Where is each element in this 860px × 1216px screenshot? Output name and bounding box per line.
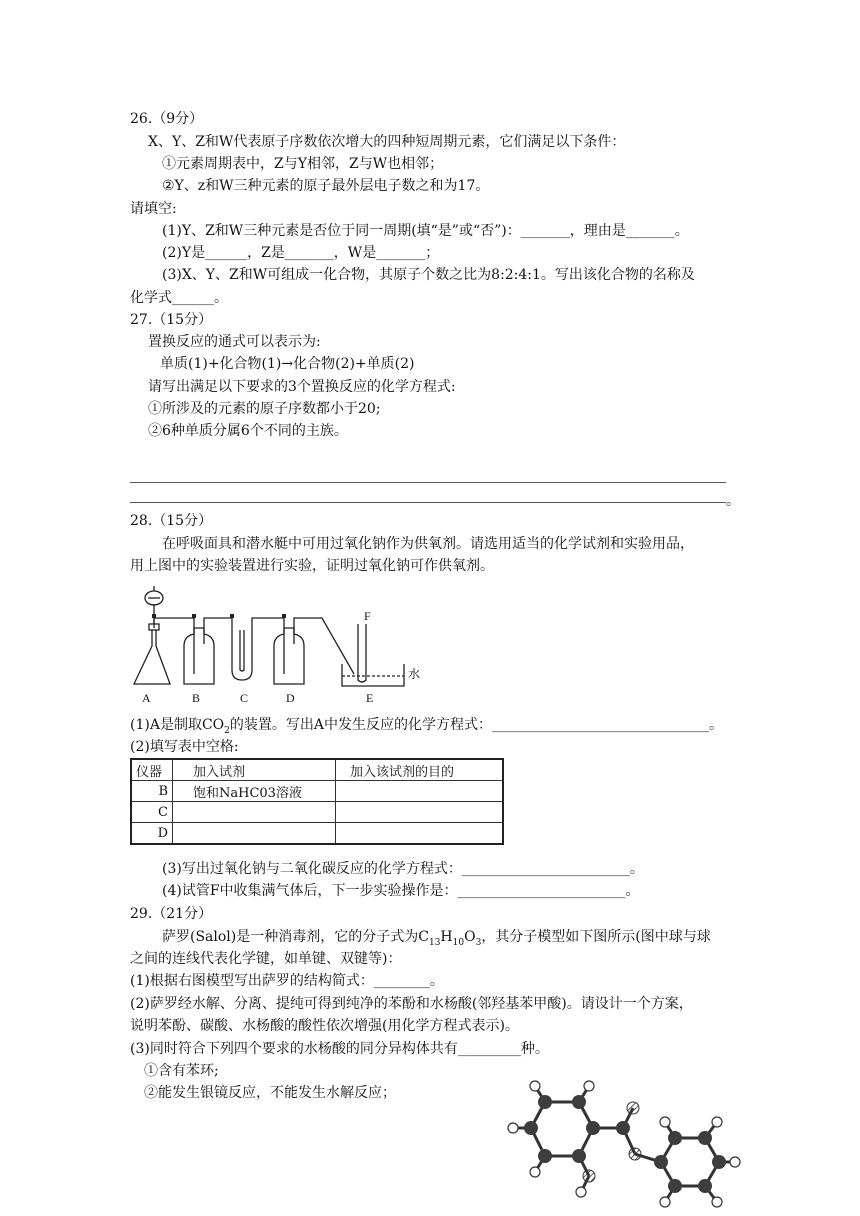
table-cell: 饱和NaHC03溶液: [173, 781, 336, 802]
reagent-table: [130, 758, 504, 845]
q27-end-mark: 。: [726, 493, 740, 509]
q28-part-4: (4)试管F中收集满气体后，下一步实验操作是：________________________。: [162, 883, 640, 899]
q28-line-2: 用上图中的实验装置进行实验，证明过氧化钠可作供氧剂。: [130, 558, 494, 574]
table-header-row: [131, 759, 503, 781]
q26-heading: 26.（9分）: [130, 111, 204, 127]
q29-line-1: 萨罗(Salol)是一种消毒剂，它的分子式为$C_{13}H_{10}O_3$，其分子模型如下图所示(图中球与球: [162, 929, 711, 948]
table-header: 仪器: [131, 759, 173, 781]
table-cell: [173, 823, 336, 845]
label-c: C: [240, 691, 249, 705]
q27-line-1: 置换反应的通式可以表示为:: [148, 334, 321, 350]
q27-line-5: ②6种单质分属6个不同的主族。: [148, 423, 348, 439]
q29-part-2b: 说明苯酚、碳酸、水杨酸的酸性依次增强(用化学方程式表示)。: [130, 1018, 519, 1034]
q26-condition-1: ①元素周期表中，Z与Y相邻，Z与W也相邻；: [162, 156, 444, 172]
apparatus-diagram: [124, 584, 424, 708]
q26-part-3a: (3)X、Y、Z和W可组成一化合物，其原子个数之比为8:2:4:1。写出该化合物的名称及: [162, 267, 695, 283]
q28-line-1: 在呼吸面具和潜水艇中可用过氧化钠作为供氧剂。请选用适当的化学试剂和实验用品，: [162, 536, 694, 552]
table-cell: [336, 823, 504, 845]
table-cell: D: [131, 823, 173, 845]
q28-part-3: (3)写出过氧化钠与二氧化碳反应的化学方程式：________________________。: [162, 861, 644, 877]
table-cell: B: [131, 781, 173, 802]
q26-condition-2: ②Y、z和W三种元素的原子最外层电子数之和为17。: [162, 178, 490, 194]
q29-condition-2: ②能发生银镜反应，不能发生水解反应；: [144, 1085, 396, 1101]
q28-part-2: (2)填写表中空格:: [130, 739, 239, 755]
q26-part-2: (2)Y是______，Z是_______，W是_______；: [162, 245, 440, 261]
q29-part-2a: (2)萨罗经水解、分离、提纯可得到纯净的苯酚和水杨酸(邻羟基苯甲酸)。请设计一个方案，: [130, 996, 693, 1012]
q29-condition-1: ①含有苯环;: [144, 1063, 219, 1079]
table-cell: [336, 781, 504, 802]
table-row: [131, 781, 503, 802]
label-water: 水: [408, 667, 421, 681]
table-cell: [336, 802, 504, 823]
table-header: 加入该试剂的目的: [336, 759, 504, 781]
q27-line-2: 单质(1)+化合物(1)→化合物(2)+单质(2): [160, 356, 415, 372]
q27-line-4: ①所涉及的元素的原子序数都小于20;: [148, 401, 381, 417]
label-e: E: [366, 691, 374, 705]
q27-answer-line-2: [130, 502, 726, 503]
q27-heading: 27.（15分）: [130, 312, 213, 328]
table-cell: C: [131, 802, 173, 823]
label-f: F: [364, 609, 371, 623]
q26-intro: X、Y、Z和W代表原子序数依次增大的四种短周期元素，它们满足以下条件：: [148, 134, 626, 150]
q29-part-1: (1)根据右图模型写出萨罗的结构简式：________。: [130, 973, 444, 989]
q29-part-3: (3)同时符合下列四个要求的水杨酸的同分异构体共有_________种。: [130, 1041, 549, 1057]
q29-line-2: 之间的连线代表化学键，如单键、双键等)：: [130, 951, 402, 967]
label-b: B: [192, 691, 201, 705]
q27-line-3: 请写出满足以下要求的3个置换反应的化学方程式:: [148, 379, 456, 395]
q28-part-1: (1)A是制取$CO_2$的装置。写出A中发生反应的化学方程式：_______________________________。: [130, 717, 723, 736]
q26-part-1: (1)Y、Z和W三种元素是否位于同一周期(填“是”或“否”)：_______，理由是_______。: [162, 223, 689, 239]
table-row: [131, 823, 503, 845]
label-a: A: [142, 691, 151, 705]
q26-part-3b: 化学式______。: [130, 290, 228, 306]
q27-answer-line-1: [130, 482, 726, 483]
table-row: [131, 802, 503, 823]
q28-heading: 28.（15分）: [130, 513, 213, 529]
table-header: 加入试剂: [173, 759, 336, 781]
q29-heading: 29.（21分）: [130, 906, 213, 922]
salol-molecule-model: [505, 1080, 745, 1210]
label-d: D: [286, 691, 295, 705]
q26-fill-prompt: 请填空:: [130, 201, 177, 217]
table-cell: [173, 802, 336, 823]
